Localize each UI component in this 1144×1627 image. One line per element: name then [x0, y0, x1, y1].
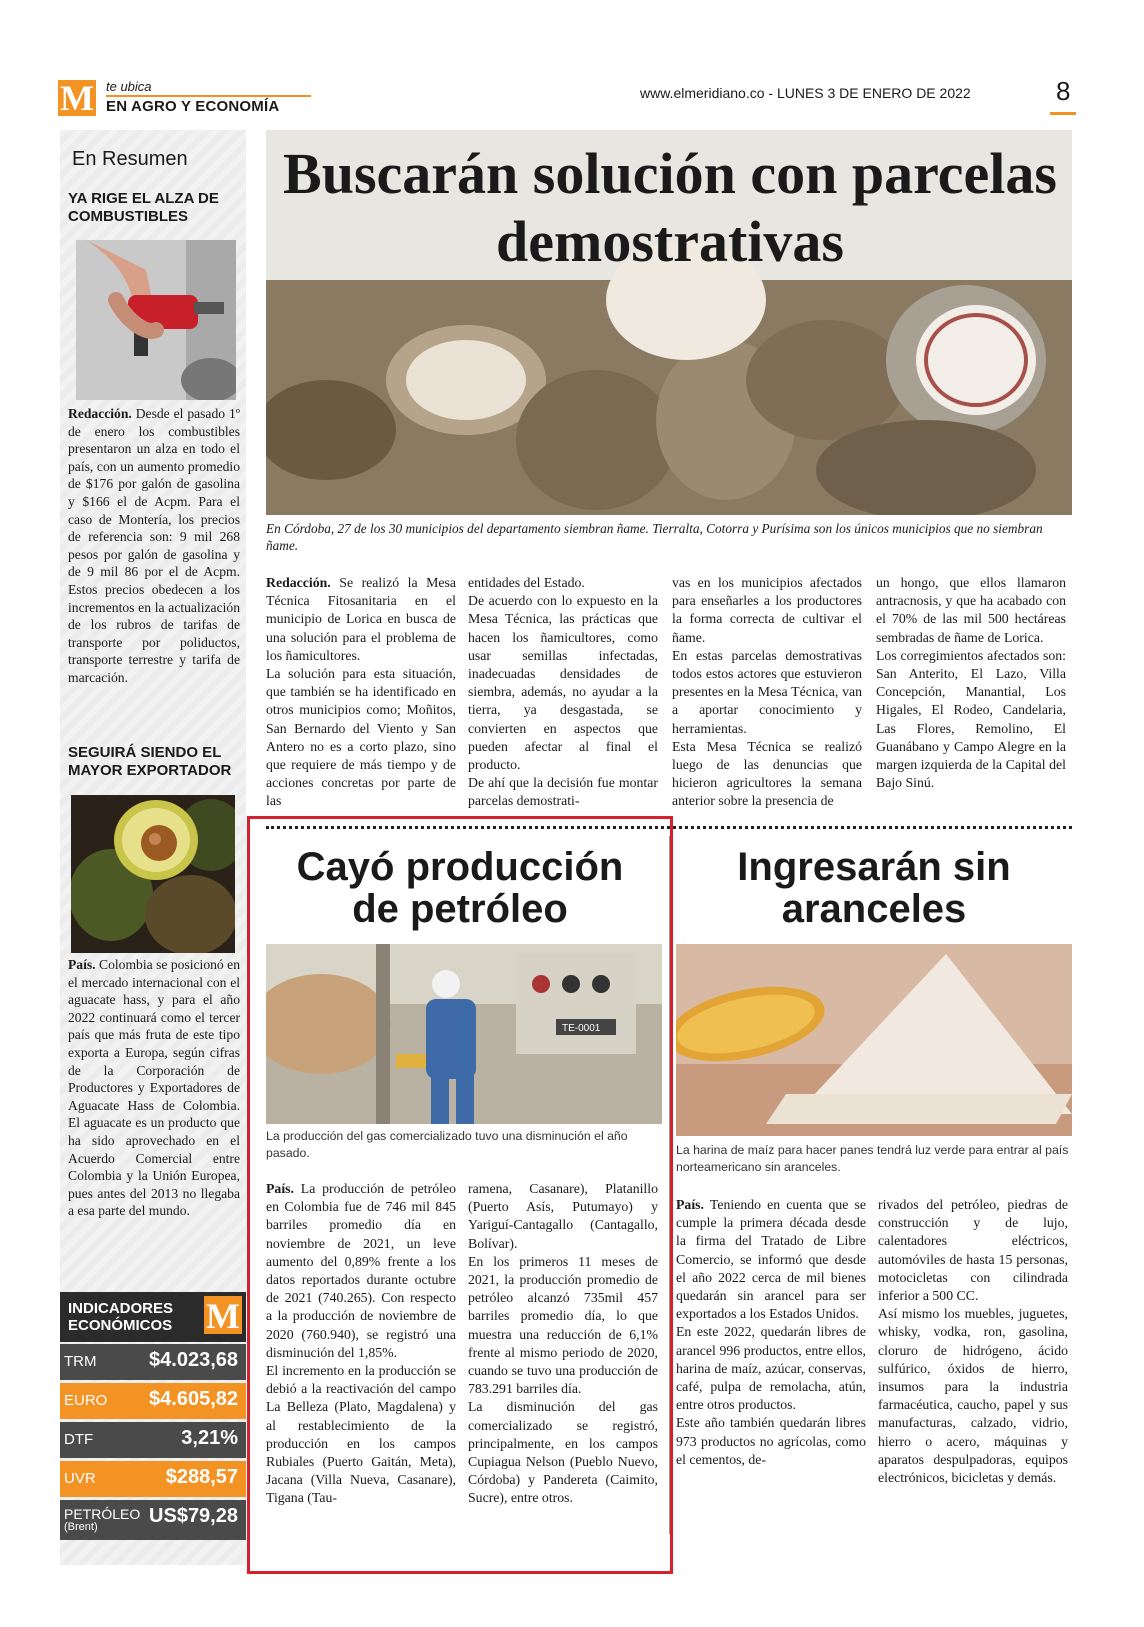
main-column-3: vas en los municipios afectados para enseñarles a los productores la forma correcta de cultivar el ñame. En estas parcelas demostrativas todos estos actores que estuvieron presentes en la Mesa Técnica, van a aportar conocimiento y herramientas. Esta Mesa Técnica se realizó luego de las denuncias que hicieron agricultores la semana anterior sobre la presencia de	[672, 575, 862, 809]
indicators-logo: M	[204, 1296, 242, 1334]
petroleo-column-2: ramena, Casanare), Platanillo (Puerto Asís, Putumayo) y Yariguí-Cantagallo (Cantagallo, Bolívar). En los primeros 11 meses de 2021, la producción promedio de petróleo alcanzó 735mil 457 barriles promedio día, lo que muestra una reducción de 6,1% frente al mismo periodo de 2020, cuando se tuvo una producción de 783.291 barriles día. La disminución del gas comercializado se registró, principalmente, en los campos Cupiagua Nelson (Pueblo Nuevo, Córdoba) y Pandereta (Caimito, Sucre), entre otros.	[468, 1181, 658, 1506]
sidebar-item2-heading: SEGUIRÁ SIENDO EL MAYOR EXPORTADOR	[68, 744, 232, 779]
sidebar-item1-text: Redacción. Desde el pasado 1º de enero los combustibles presentaron un alza en todo el país, con un aumento promedio de $176 por galón de gasolina y $166 el de Acpm. Para el caso de Montería, los precios de referencia son: 9 mil 268 pesos por galón de gasolina y de 9 mil 86 por el de Acpm. Estos precios obedecen a los incrementos en la actualización de los rubros de tarifas de transporte por poliductos, transporte terrestre y tarifa de marcación.	[68, 406, 240, 685]
indicator-label: PETRÓLEO	[64, 1506, 141, 1522]
indicator-row-petroleo	[60, 1500, 246, 1540]
indicator-label: UVR	[64, 1470, 96, 1487]
aranceles-column-1: País. Teniendo en cuenta que se cumple la primera década desde la firma del Tratado de Libre Comercio, se informó que desde el año 2022 cerca de mil bienes quedarán sin arancel para ser exportados a los Estados Unidos. En este 2022, quedarán libres de arancel 996 productos, entre ellos, harina de maíz, azúcar, conservas, café, pulpa de remolacha, atún, entre otros productos. Este año también quedarán libres 973 productos no agrícolas, como el cementos, de-	[676, 1197, 866, 1467]
corn-flour-photo	[676, 944, 1072, 1136]
page-number-rule	[1050, 112, 1076, 115]
indicator-row-dtf	[60, 1422, 246, 1458]
section-name: EN AGRO Y ECONOMÍA	[106, 98, 280, 115]
petroleo-column-1: País. La producción de petróleo en Colombia fue de 746 mil 845 barriles promedio día en noviembre de 2021, un leve aumento del 0,89% frente a los datos reportados durante octubre de 2021 (740.265). Con respecto a la producción de noviembre de 2020 (760.940), se registró una disminución del 1,85%. El incremento en la producción se debió a la reactivación del campo La Belleza (Plato, Magdalena) y al restablecimiento de la producción en los campos Rubiales (Puerto Gaitán, Meta), Jacana (Villa Nueva, Casanare), Tigana (Tau-	[266, 1181, 456, 1506]
aranceles-column-2: rivados del petróleo, piedras de construcción y de lujo, calentadores eléctricos, automóviles de hasta 15 personas, motocicletas con cilindrada inferior a 500 CC. Así mismo los muebles, juguetes, whisky, vodka, ron, gasolina, cloruro de hidrógeno, ácido sulfúrico, óxidos de hierro, insumos para la industria farmacéutica, caucho, papel y sus manufacturas, calzado, vidrio, hierro o acero, máquinas y aparatos despulpadoras, equipos electrónicos, bicicletas y demás.	[878, 1197, 1068, 1486]
aranceles-photo-caption: La harina de maíz para hacer panes tendrá luz verde para entrar al país norteamericano sin aranceles.	[676, 1143, 1069, 1174]
kicker-tagline: te ubica	[106, 79, 152, 94]
sidebar-title: En Resumen	[72, 148, 188, 170]
panel-label: TE-0001	[562, 1023, 601, 1034]
indicator-row-euro	[60, 1383, 246, 1419]
indicator-value: $4.023,68	[149, 1349, 238, 1371]
indicator-sublabel: (Brent)	[64, 1521, 98, 1533]
corn-flour-illustration	[676, 944, 1072, 1136]
sidebar-item1-heading: YA RIGE EL ALZA DE COMBUSTIBLES	[68, 190, 219, 225]
oil-worker-illustration	[266, 944, 662, 1124]
indicator-value: US$79,28	[149, 1505, 238, 1527]
petroleo-photo-caption: La producción del gas comercializado tuvo una disminución el año pasado.	[266, 1129, 628, 1160]
petroleo-headline: Cayó producción de petróleo	[296, 845, 624, 931]
oil-worker-photo	[266, 944, 662, 1124]
main-headline: Buscarán solución con parcelas demostrativas	[283, 141, 1057, 274]
indicator-label: EURO	[64, 1392, 108, 1409]
indicator-row-uvr	[60, 1461, 246, 1497]
avocado-photo	[71, 795, 235, 953]
aranceles-headline: Ingresarán sin aranceles	[737, 845, 1011, 931]
main-photo-caption: En Córdoba, 27 de los 30 municipios del departamento siembran ñame. Tierralta, Cotorra y Purísima son los únicos municipios que no siembran ñame.	[266, 521, 1043, 553]
indicators-title: INDICADORES ECONÓMICOS	[68, 1300, 174, 1334]
indicator-label: DTF	[64, 1431, 94, 1448]
indicator-value: $4.605,82	[149, 1388, 238, 1410]
main-column-4: un hongo, que ellos llamaron antracnosis, y que ha acabado con el 70% de las mil 500 hectáreas sembradas de ñame de Lorica. Los corregimientos afectados son: San Anterito, El Lazo, Villa Concepción, Manantial, Los Higales, El Rodeo, Candelaria, Las Flores, Remolino, El Guanábano y Campo Alegre en la margen izquierda de la Capital del Bajo Sinú.	[876, 575, 1066, 791]
brand-logo: M	[58, 80, 96, 116]
indicator-label: TRM	[64, 1353, 97, 1370]
page-number: 8	[1056, 76, 1071, 106]
main-column-2: entidades del Estado. De acuerdo con lo expuesto en la Mesa Técnica, las prácticas que hacen los ñamicultores, como usar semillas infectadas, inadecuadas densidades de siembra, además, no ayudar a la tierra, ya desgastada, se convierten en aspectos que pueden afectar al final el producto. De ahí que la decisión fue montar parcelas demostrati-	[468, 575, 658, 809]
fuel-pump-illustration	[76, 240, 236, 400]
main-column-1: Redacción. Se realizó la Mesa Técnica Fitosanitaria en el municipio de Lorica en busca de una solución para el problema de los ñamicultores. La solución para esta situación, que también se ha identificado en otros municipios como; Moñitos, San Bernardo del Viento y San Antero no es a corto plazo, sino que requiere de más tiempo y de acciones concretas por parte de las	[266, 575, 456, 809]
kicker-rule	[106, 95, 311, 97]
avocado-illustration	[71, 795, 235, 953]
indicator-row-trm	[60, 1344, 246, 1380]
dateline: www.elmeridiano.co - LUNES 3 DE ENERO DE 2022	[640, 85, 971, 101]
fuel-pump-photo	[76, 240, 236, 400]
indicator-value: 3,21%	[181, 1427, 238, 1449]
column-rule	[669, 836, 670, 1534]
sidebar-item2-text: País. Colombia se posicionó en el mercado internacional con el aguacate hass, y para el año 2022 continuará como el tercer país que más fruta de este tipo exporta a Europa, según cifras de la Corporación de Productores y Exportadores de Aguacate Hass de Colombia. El aguacate es un producto que ha sido aprovechado en el Acuerdo Comercial entre Colombia y la Unión Europea, pues antes del 2013 no llegaba a esa parte del mundo.	[68, 957, 240, 1219]
indicator-value: $288,57	[165, 1466, 238, 1488]
